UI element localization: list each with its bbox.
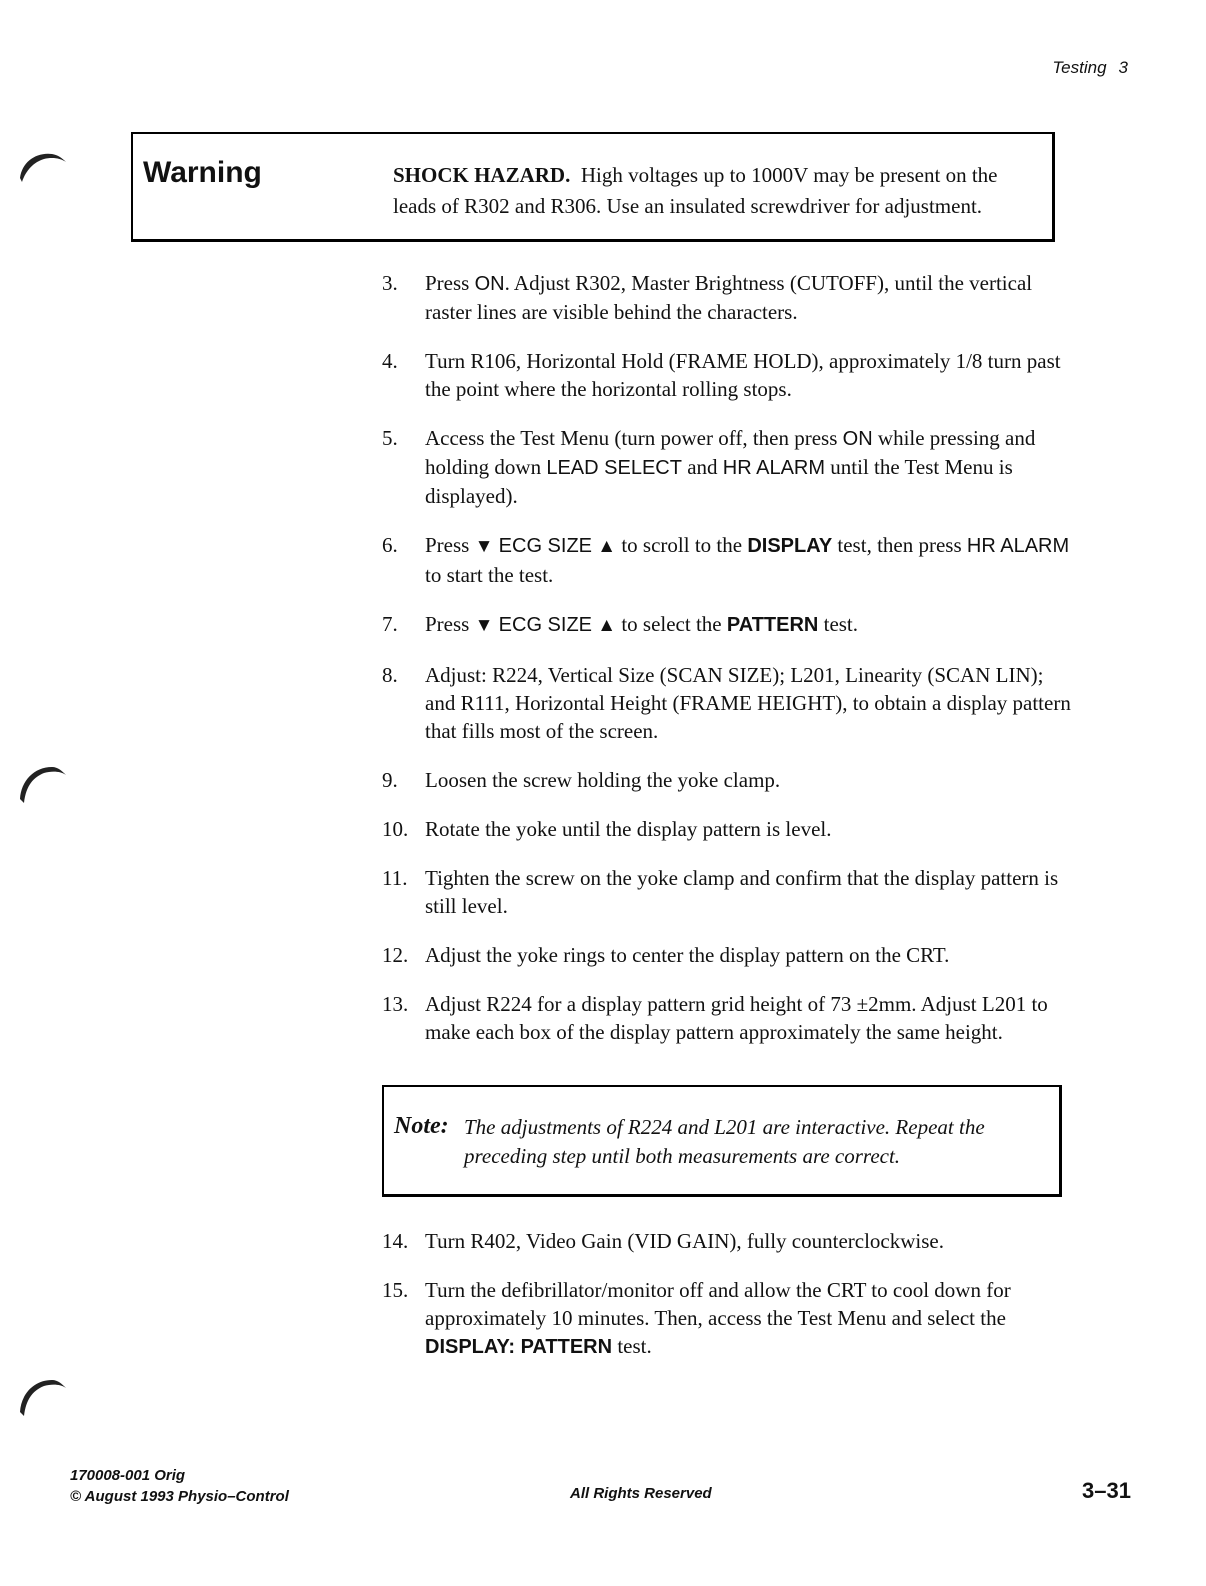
step-text [425,531,1072,589]
note-text: The adjustments of R224 and L201 are interactive. Repeat the preceding step until both measurements are correct. [464,1115,985,1168]
note-box [382,1085,1062,1197]
warning-lead: SHOCK HAZARD. [393,163,571,187]
step-item [382,766,1072,794]
page-number: 3–31 [1082,1478,1131,1503]
step-text-run: test. [612,1334,652,1358]
step-text [425,347,1072,403]
step-number: 11. [382,866,408,890]
control-keyword: HR ALARM [966,535,1070,557]
step-text-run: to select the [616,612,727,636]
step-number: 5. [382,426,398,450]
step-item [382,864,1072,920]
step-text [425,610,1072,640]
step-text-run: while pressing and holding down [425,426,1036,479]
step-number: 13. [382,992,409,1016]
step-text [425,1276,1072,1361]
step-text-run: Rotate the yoke until the display pattern is level. [425,817,832,841]
triangle-up-icon: ▲ [597,536,617,557]
header-section: Testing [1052,58,1107,77]
step-item [382,531,1072,589]
copyright: © August 1993 Physio–Control [70,1488,289,1505]
step-text-run: Press [425,271,475,295]
step-text [425,766,1072,794]
binder-mark-icon [12,755,72,805]
rights-reserved: All Rights Reserved [570,1485,712,1502]
header-chapter: 3 [1118,58,1128,77]
step-text [425,424,1072,510]
note-label: Note: [394,1113,449,1139]
step-text-run: ECG SIZE [498,614,593,636]
step-item [382,815,1072,843]
step-text-run: Adjust the yoke rings to center the display pattern on the CRT. [425,943,950,967]
control-keyword: PATTERN [726,614,819,636]
step-item [382,424,1072,510]
step-text-run: test, then press [832,533,967,557]
control-keyword: ON [842,428,873,450]
step-number: 7. [382,612,398,636]
step-text [425,990,1072,1046]
step-text-run: ECG SIZE [498,535,593,557]
triangle-down-icon: ▼ [474,536,494,557]
step-text [425,269,1072,326]
warning-box [131,132,1055,242]
triangle-down-icon: ▼ [474,615,494,636]
step-text-run: Tighten the screw on the yoke clamp and confirm that the display pattern is still level. [425,866,1059,918]
control-keyword: HR ALARM [722,457,826,479]
step-number: 6. [382,533,398,557]
step-text [425,1227,1072,1255]
warning-text [393,160,1033,222]
step-item [382,990,1072,1046]
step-text-run: and [681,455,723,479]
doc-number: 170008-001 Orig [70,1467,186,1484]
warning-label: Warning [143,156,262,189]
step-number: 4. [382,349,398,373]
step-item [382,610,1072,640]
step-text-run: Access the Test Menu (turn power off, then press [425,426,843,450]
step-text-run: test. [818,612,859,636]
step-text-run: Turn the defibrillator/monitor off and allow the CRT to cool down for approximately 10 minutes. Then, access the Test Menu and select the [425,1278,1011,1330]
step-text-run: Adjust R224 for a display pattern grid height of 73 ±2mm. Adjust L201 to make each box of the display pattern approximately the same height. [425,992,1048,1044]
step-item [382,269,1072,326]
step-number: 10. [382,817,409,841]
step-item [382,661,1072,745]
binder-mark-icon [12,1368,72,1418]
step-item [382,1227,1072,1255]
step-text-run: Press [425,612,475,636]
footer-left [70,1465,289,1507]
step-number: 3. [382,271,398,295]
step-text-run: until the Test Menu is displayed). [425,455,1013,508]
step-text [425,864,1072,920]
step-text-run: Press [425,533,475,557]
step-number: 12. [382,943,409,967]
running-header [1052,58,1128,78]
step-text-run: Adjust: R224, Vertical Size (SCAN SIZE); L201, Linearity (SCAN LIN); and R111, Horizontal Height (FRAME HEIGHT), to obtain a display pattern that fills most of the screen. [425,663,1071,743]
step-text-run: to scroll to the [616,533,748,557]
step-text-run: Loosen the screw holding the yoke clamp. [425,768,781,792]
step-number: 8. [382,663,398,687]
warning-body: High voltages up to 1000V may be present on the leads of R302 and R306. Use an insulated screwdriver for adjustment. [393,163,998,218]
step-number: 15. [382,1278,409,1302]
triangle-up-icon: ▲ [597,615,617,636]
control-keyword: ON [474,273,505,295]
step-text [425,941,1072,969]
step-item [382,347,1072,403]
step-text [425,661,1072,745]
control-keyword: DISPLAY: PATTERN [425,1336,613,1358]
step-item [382,1276,1072,1361]
step-number: 14. [382,1229,409,1253]
step-item [382,941,1072,969]
step-text [425,815,1072,843]
step-text-run: to start the test. [425,563,554,587]
step-text-run: Turn R106, Horizontal Hold (FRAME HOLD), approximately 1/8 turn past the point where the horizontal rolling stops. [425,349,1061,401]
procedure-steps-a [382,269,1072,1067]
step-number: 9. [382,768,398,792]
control-keyword: DISPLAY [747,535,833,557]
step-text-run: Turn R402, Video Gain (VID GAIN), fully counterclockwise. [425,1229,944,1253]
procedure-steps-b [382,1227,1072,1382]
control-keyword: LEAD SELECT [546,457,682,479]
step-text-run: . Adjust R302, Master Brightness (CUTOFF), until the vertical raster lines are visible behind the characters. [425,271,1033,324]
binder-mark-icon [12,140,72,190]
